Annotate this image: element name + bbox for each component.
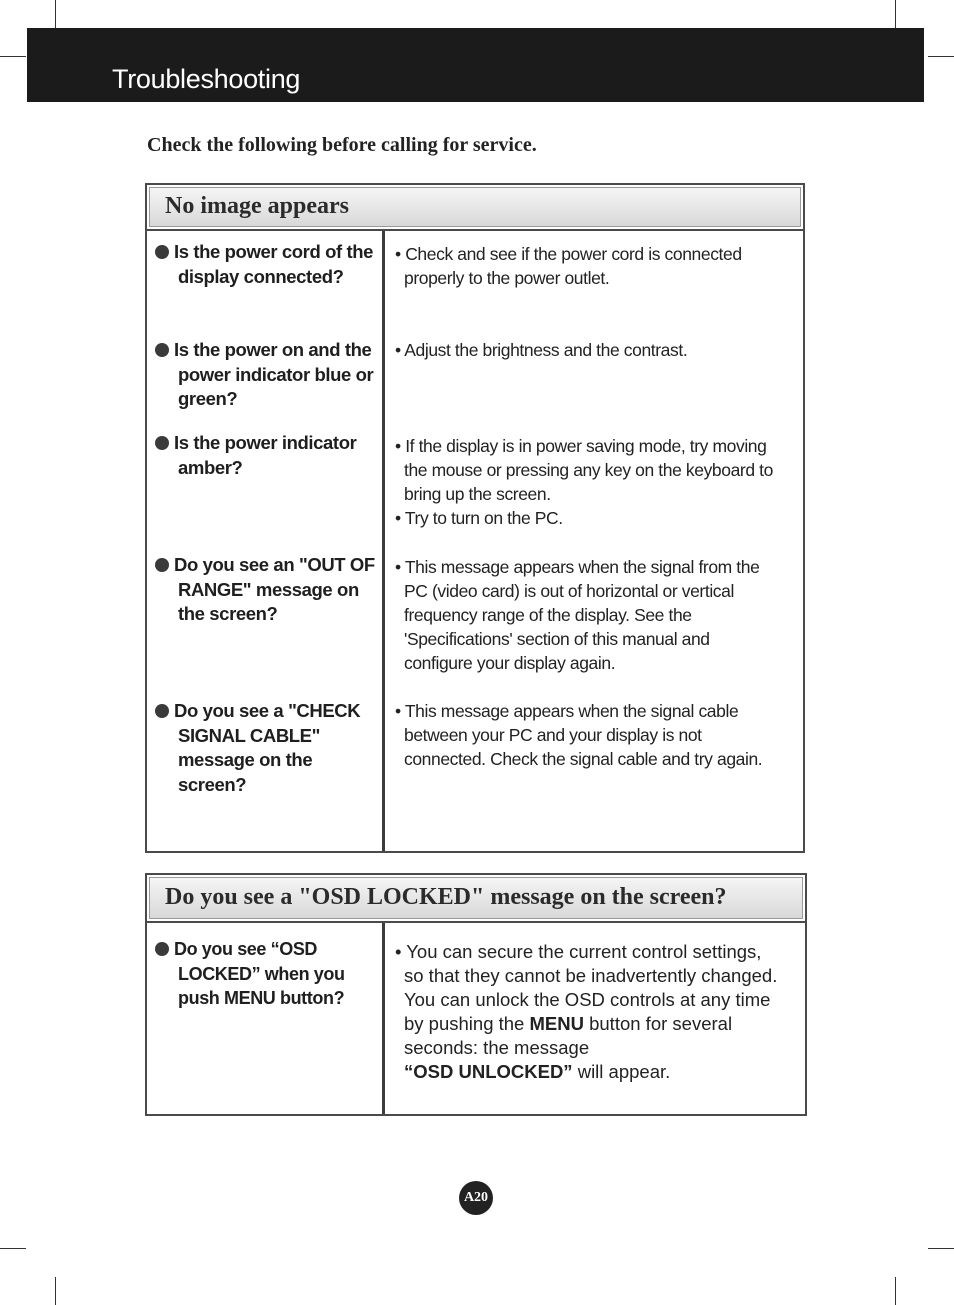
crop-mark [928, 1248, 954, 1249]
no-image-panel [145, 183, 805, 853]
crop-mark [0, 1248, 26, 1249]
crop-mark [928, 56, 954, 57]
bullet-icon [155, 436, 169, 450]
bullet-icon [155, 343, 169, 357]
bullet-icon [155, 704, 169, 718]
answer-power-on: • Adjust the brightness and the contrast. [395, 340, 688, 360]
panel-title: Do you see a "OSD LOCKED" message on the screen? [165, 884, 727, 910]
panel-title: No image appears [165, 193, 349, 219]
panel-header [147, 185, 803, 231]
question-check-signal-cable: Do you see a "CHECK SIGNAL CABLE" message on the screen? [155, 699, 383, 797]
crop-mark [895, 0, 896, 28]
menu-keyword: MENU [529, 1013, 584, 1034]
intro-text: Check the following before calling for service. [147, 134, 537, 156]
crop-mark [895, 1277, 896, 1305]
question-amber: Is the power indicator amber? [155, 431, 383, 480]
page-number-badge: A20 [459, 1181, 493, 1215]
answer-out-of-range: • This message appears when the signal from the PC (video card) is out of horizontal or vertical frequency range of the display. See the 'Specifications' section of this manual and configure your display again. [395, 557, 760, 673]
answer-power-cord: • Check and see if the power cord is connected properly to the power outlet. [395, 244, 742, 288]
crop-mark [55, 1277, 56, 1305]
osd-unlocked-keyword: “OSD UNLOCKED” [404, 1061, 573, 1082]
page-title: Troubleshooting [112, 64, 301, 94]
bullet-icon [155, 942, 169, 956]
osd-locked-panel [145, 873, 807, 1116]
bullet-icon [155, 245, 169, 259]
header-bar [27, 28, 924, 102]
crop-mark [0, 56, 26, 57]
question-osd-locked: Do you see “OSD LOCKED” when you push MENU button? [155, 937, 383, 1011]
question-power-on: Is the power on and the power indicator blue or green? [155, 338, 383, 412]
question-power-cord: Is the power cord of the display connected? [155, 240, 383, 289]
crop-mark [55, 0, 56, 28]
question-out-of-range: Do you see an "OUT OF RANGE" message on the screen? [155, 553, 383, 627]
answer-check-signal-cable: • This message appears when the signal cable between your PC and your display is not connected. Check the signal cable and try again. [395, 701, 763, 769]
panel-header [147, 875, 805, 923]
answer-osd-locked: • You can secure the current control settings, so that they cannot be inadvertently changed. You can unlock the OSD controls at any time by pushing the MENU button for several seconds: the message “OSD UNLOCKED” will appear. [395, 941, 778, 1082]
answer-amber: • If the display is in power saving mode, try moving the mouse or pressing any key on the keyboard to bring up the screen. • Try to turn on the PC. [395, 436, 773, 528]
bullet-icon [155, 558, 169, 572]
